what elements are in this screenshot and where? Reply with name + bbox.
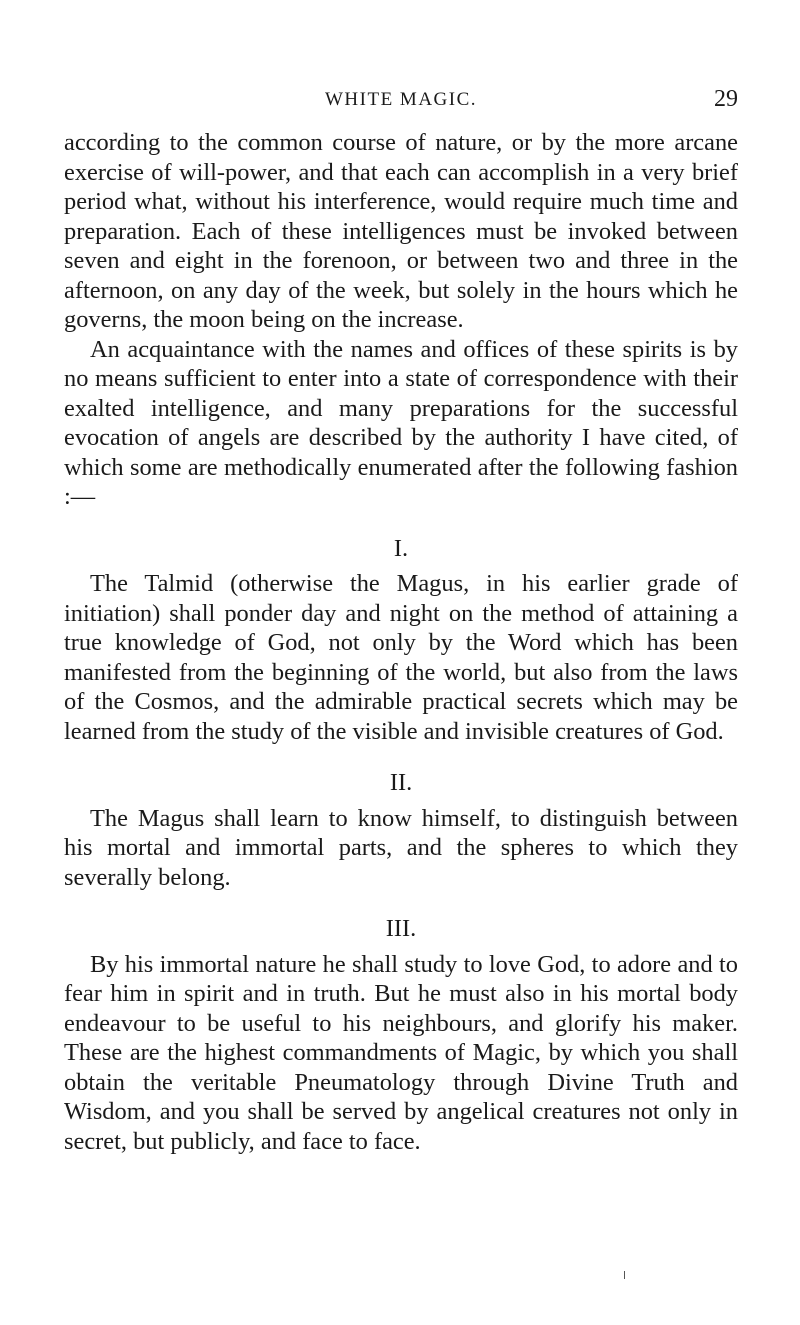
section-text-ii: The Magus shall learn to know himself, to distinguish between his mortal and immortal parts, and the spheres to which they severally belong. [64, 804, 738, 891]
body-text [64, 128, 738, 1156]
print-speck [624, 1271, 625, 1279]
section-number-iii: III. [385, 915, 417, 942]
section-text-i: The Talmid (otherwise the Magus, in his earlier grade of initiation) shall ponder day and night on the method of attaining a true knowledge of God, not only by the Word which has been manifested from the beginning of the world, but also from the laws of the Cosmos, and the admirable practical secrets which may be learned from the study of the visible and invisible creatures of God. [64, 570, 738, 745]
paragraph-continuation: according to the common course of nature, or by the more arcane exercise of will-power, and that each can accomplish in a very brief period what, without his interference, would require much time and preparation. Each of these intelligences must be invoked between seven and eight in the forenoon, or between two and three in the afternoon, on any day of the week, but solely in the hours which he governs, the moon being on the increase. [64, 129, 738, 333]
running-head [64, 86, 738, 116]
section-number-i: I. [393, 534, 409, 562]
page-number: 29 [714, 86, 738, 112]
section-number-ii: II. [389, 769, 413, 796]
section-text-iii: By his immortal nature he shall study to love God, to adore and to fear him in spirit and in truth. But he must also in his mortal body endeavour to be useful to his neighbours, and glorify his maker. These are the highest commandments of Magic, by which you shall obtain the veritable Pneumatology through Divine Truth and Wisdom, and you shall be served by angelical creatures not only in secret, but publicly, and face to face. [64, 950, 738, 1155]
paragraph-acquaintance: An acquaintance with the names and offices of these spirits is by no means sufficient to enter into a state of correspondence with their exalted intelligence, and many preparations for the successful evocation of angels are described by the authority I have cited, of which some are methodically enumerated after the following fashion :— [64, 335, 738, 510]
running-title: WHITE MAGIC. [324, 89, 478, 110]
